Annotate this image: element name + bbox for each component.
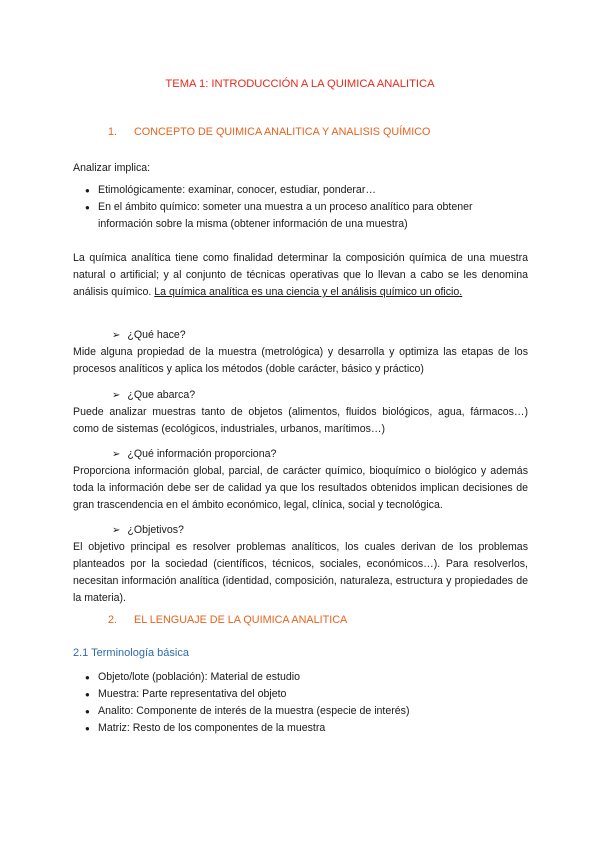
answer-paragraph: Puede analizar muestras tanto de objetos (alimentos, fluidos biológicos, agua, fármacos…) como de sistemas (ecológicos, industriales, urbanos, marítimos…) — [73, 406, 528, 435]
arrow-right-icon: ➢ — [112, 525, 121, 536]
list-item — [85, 199, 528, 233]
subsection-heading: 2.1 Terminología básica — [73, 647, 189, 659]
answer-paragraph: El objetivo principal es resolver problemas analíticos, los cuales derivan de los problemas planteados por la sociedad (científicos, técnicos, sociales, económicos…). Para resolverlos, necesitan información analítica (identidad, composición, naturaleza, estructura y propiedades de la materia). — [73, 541, 528, 604]
bullet-icon: ● — [85, 724, 90, 733]
list-item — [85, 720, 528, 737]
bullet-icon: ● — [85, 690, 90, 699]
answer-paragraph: Mide alguna propiedad de la muestra (metrológica) y desarrolla y optimiza las etapas de los procesos analíticos y aplica los métodos (doble carácter, básico y práctico) — [73, 346, 528, 375]
question-text: ¿Objetivos? — [127, 524, 184, 536]
list-item-text: Muestra: Parte representativa del objeto — [98, 688, 287, 700]
question-text: ¿Qué información proporciona? — [127, 448, 277, 460]
question-text: ¿Qué hace? — [127, 329, 186, 341]
definition-text: La química analítica tiene como finalidad determinar la composición química de una muestra natural o artificial; y al conjunto de técnicas operativas que lo llevan a cabo se les denomina análisis químico. — [73, 252, 528, 298]
bullet-icon: ● — [85, 203, 90, 212]
bullet-icon: ● — [85, 186, 90, 195]
answer-paragraph: Proporciona información global, parcial, de carácter químico, bioquímico o biológico y además toda la información debe ser de calidad ya que los resultados obtenidos implican decisiones de gran trascendencia en el ámbito económico, legal, clínica, social y tecnológica. — [73, 465, 528, 511]
list-item — [85, 703, 528, 720]
list-item-text: Matriz: Resto de los componentes de la muestra — [98, 722, 326, 734]
question-text: ¿Que abarca? — [127, 389, 196, 401]
list-item-text: Etimológicamente: examinar, conocer, estudiar, ponderar… — [98, 184, 376, 196]
section-2-heading — [108, 612, 528, 629]
section-1-intro: Analizar implica: — [73, 162, 151, 174]
arrow-right-icon: ➢ — [112, 449, 121, 460]
section-2-title: EL LENGUAJE DE LA QUIMICA ANALITICA — [134, 614, 348, 626]
question-what-does — [112, 327, 186, 344]
section-1-title: CONCEPTO DE QUIMICA ANALITICA Y ANALISIS QUÍMICO — [134, 126, 431, 138]
question-scope — [112, 387, 195, 404]
bullet-icon: ● — [85, 673, 90, 682]
underlined-statement: La química analítica es una ciencia y el análisis químico un oficio. — [154, 286, 463, 298]
bullet-icon: ● — [85, 707, 90, 716]
list-item — [85, 669, 528, 686]
question-objectives — [112, 522, 184, 539]
section-1-heading — [108, 124, 528, 141]
definition-paragraph — [73, 250, 528, 301]
list-item — [85, 182, 528, 199]
section-2-number: 2. — [108, 614, 118, 626]
page-title: TEMA 1: INTRODUCCIÓN A LA QUIMICA ANALITICA — [165, 78, 435, 90]
question-information — [112, 446, 276, 463]
list-item-text: Analito: Componente de interés de la muestra (especie de interés) — [98, 705, 410, 717]
arrow-right-icon: ➢ — [112, 390, 121, 401]
list-item — [85, 686, 528, 703]
arrow-right-icon: ➢ — [112, 330, 121, 341]
list-item-text: En el ámbito químico: someter una muestra a un proceso analítico para obtener información sobre la misma (obtener información de una muestra) — [98, 201, 473, 230]
list-item-text: Objeto/lote (población): Material de estudio — [98, 671, 300, 683]
section-1-number: 1. — [108, 126, 118, 138]
